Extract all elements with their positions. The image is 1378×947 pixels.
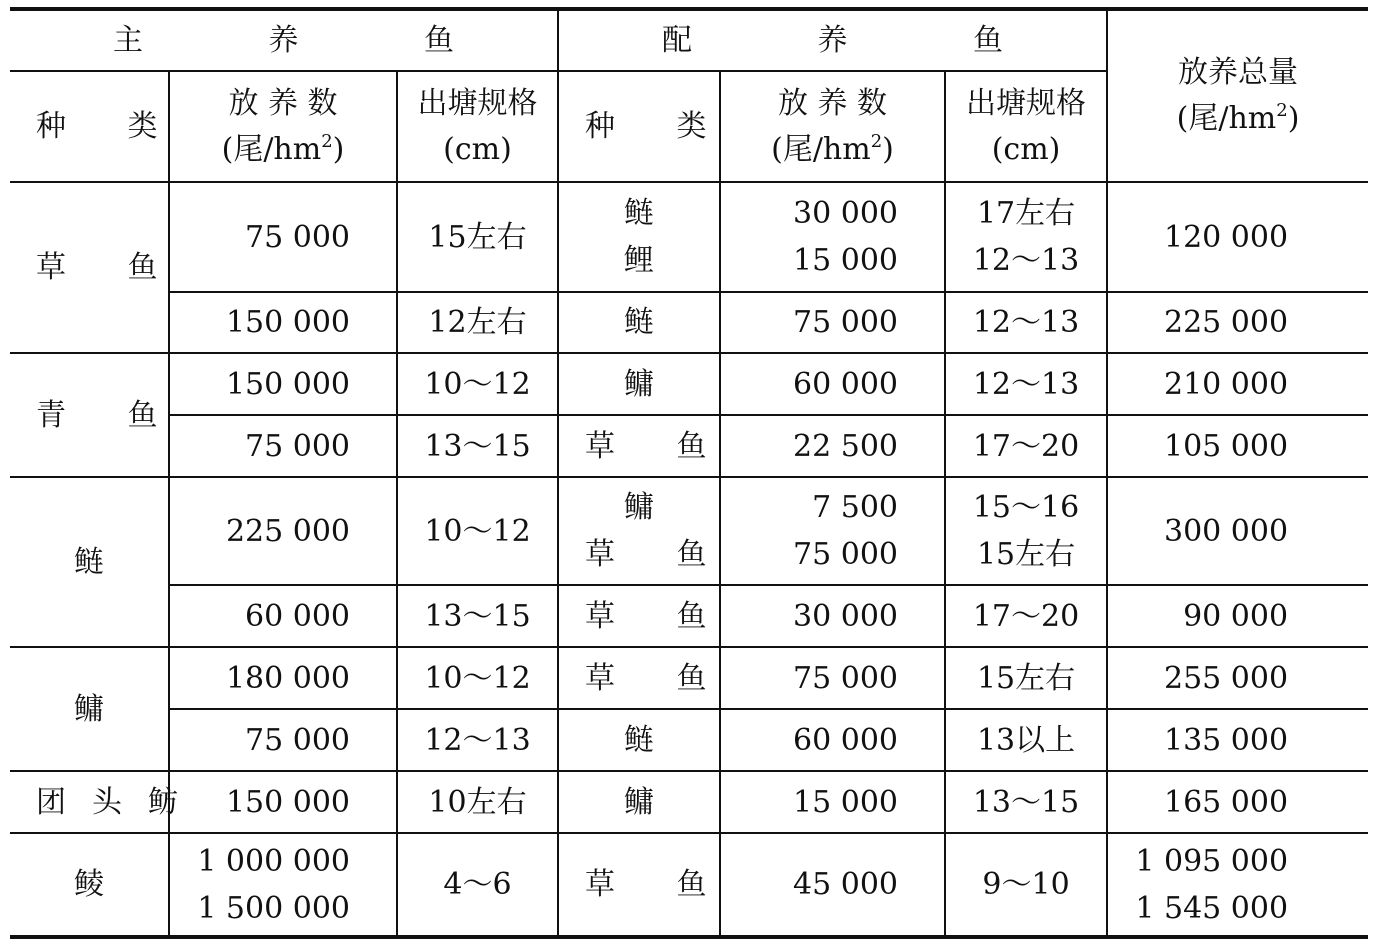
secondary-count-cell-value: 30 000 — [793, 196, 899, 231]
secondary-size-cell-value: 13以上 — [976, 722, 1076, 758]
table-row — [10, 647, 1368, 709]
main-size-cell-value: 12左右 — [428, 305, 527, 340]
main-count-cell — [169, 709, 397, 771]
total-cell — [1107, 709, 1368, 771]
secondary-species-cell-value: 草 鱼 — [585, 537, 733, 572]
secondary-size-cell — [945, 292, 1107, 353]
secondary-count-cell-value: 22 500 — [793, 428, 899, 464]
table-row — [10, 771, 1368, 833]
secondary-size-cell — [945, 833, 1107, 937]
main-size-cell-value: 15左右 — [428, 219, 527, 255]
main-count-cell-value: 150 000 — [225, 366, 350, 402]
total-cell — [1107, 182, 1368, 292]
total-cell-value: 1 095 000 — [1135, 843, 1289, 879]
main-count-cell-value: 180 000 — [225, 660, 350, 696]
main-size-cell-value: 10～12 — [424, 513, 531, 549]
main-count-unit: (尾$/hm^2$) — [221, 130, 345, 167]
secondary-species-cell-value: 草 鱼 — [585, 598, 733, 634]
main-species-cell — [10, 182, 184, 353]
table-row — [10, 477, 1368, 585]
main-species-cell-value: 鲢 — [74, 544, 130, 580]
secondary-species-header: 种 类 — [558, 71, 720, 182]
secondary-count-cell — [720, 833, 945, 937]
secondary-size-header — [945, 71, 1107, 182]
main-species-cell-value: 草 鱼 — [36, 250, 184, 285]
secondary-size-cell-value: 9～10 — [982, 867, 1070, 902]
secondary-size-cell-value: 17～20 — [972, 598, 1080, 634]
total-stocking-label: 放养总量 — [1178, 55, 1299, 90]
secondary-count-cell-value: 60 000 — [793, 722, 899, 758]
total-cell — [1107, 585, 1368, 647]
secondary-size-cell — [945, 182, 1107, 292]
secondary-count-cell-value: 75 000 — [793, 537, 899, 572]
secondary-count-cell — [720, 771, 945, 833]
secondary-size-cell-value: 15左右 — [976, 537, 1076, 572]
secondary-size-cell-value: 15左右 — [976, 660, 1076, 696]
secondary-count-cell — [720, 709, 945, 771]
secondary-count-cell — [720, 182, 945, 292]
secondary-count-cell — [720, 292, 945, 353]
secondary-count-cell-value: 30 000 — [793, 598, 899, 634]
secondary-size-unit: (cm) — [991, 131, 1061, 167]
secondary-species-cell-value: 草 鱼 — [585, 428, 733, 464]
secondary-species-cell-value: 鲤 — [624, 243, 681, 278]
secondary-size-cell-value: 17～20 — [972, 428, 1080, 464]
secondary-count-cell-value: 15 000 — [793, 784, 899, 820]
main-size-cell — [397, 647, 558, 709]
main-species-cell — [10, 477, 169, 647]
main-count-header — [169, 71, 397, 182]
secondary-species-cell — [558, 415, 733, 477]
secondary-species-cell — [558, 353, 720, 415]
main-species-cell-value: 鲮 — [74, 867, 130, 902]
secondary-species-cell-value: 鲢 — [624, 196, 681, 231]
main-species-cell — [10, 771, 204, 833]
secondary-species-cell-value: 鳙 — [624, 784, 681, 820]
main-count-cell — [169, 182, 397, 292]
secondary-species-cell — [558, 182, 720, 292]
secondary-count-cell-value: 60 000 — [793, 366, 899, 402]
total-cell — [1107, 415, 1368, 477]
main-size-cell — [397, 585, 558, 647]
total-cell-value: 120 000 — [1163, 219, 1289, 255]
main-size-cell — [397, 182, 558, 292]
secondary-species-cell — [558, 477, 733, 585]
secondary-count-cell-value: 75 000 — [793, 660, 899, 696]
stocking-table — [10, 7, 1368, 939]
total-cell — [1107, 353, 1368, 415]
secondary-count-cell-value: 45 000 — [793, 867, 899, 902]
table-row — [10, 709, 1368, 771]
table-row — [10, 585, 1368, 647]
secondary-species-cell — [558, 585, 733, 647]
main-count-cell-value: 150 000 — [225, 784, 350, 820]
total-stocking-header — [1107, 9, 1368, 182]
total-cell-value: 1 545 000 — [1135, 890, 1289, 926]
main-size-label: 出塘规格 — [417, 85, 538, 121]
secondary-size-cell — [945, 477, 1107, 585]
main-species-cell — [10, 353, 184, 477]
main-count-cell — [169, 415, 397, 477]
secondary-species-cell — [558, 771, 720, 833]
main-size-cell-value: 10～12 — [424, 660, 531, 696]
total-cell-value: 300 000 — [1163, 513, 1289, 549]
secondary-size-cell — [945, 353, 1107, 415]
total-stocking-unit: (尾$/hm^2$) — [1176, 100, 1300, 136]
total-cell-value: 105 000 — [1163, 428, 1289, 464]
secondary-count-cell — [720, 353, 945, 415]
secondary-species-cell-value: 草 鱼 — [585, 660, 733, 696]
secondary-count-cell-value: 75 000 — [793, 305, 899, 340]
secondary-size-label: 出塘规格 — [966, 85, 1087, 121]
secondary-count-cell — [720, 585, 945, 647]
main-count-cell-value: 1 500 000 — [197, 890, 350, 926]
main-count-cell — [169, 833, 397, 937]
secondary-species-cell — [558, 292, 720, 353]
main-size-cell-value: 10左右 — [428, 784, 527, 820]
header-row-groups — [10, 9, 1368, 71]
main-count-cell — [169, 647, 397, 709]
main-fish-group-header: 主 养 鱼 — [10, 9, 558, 71]
main-count-cell-value: 75 000 — [245, 219, 350, 255]
main-size-cell — [397, 771, 558, 833]
secondary-size-cell-value: 13～15 — [972, 784, 1080, 820]
secondary-size-cell — [945, 415, 1107, 477]
secondary-size-cell-value: 17左右 — [976, 196, 1076, 231]
main-size-cell — [397, 709, 558, 771]
main-count-label: 放 养 数 — [228, 85, 338, 121]
table-row — [10, 353, 1368, 415]
table-row — [10, 415, 1368, 477]
main-species-cell-value: 团头鲂 — [36, 784, 204, 820]
secondary-species-cell-value: 鲢 — [624, 305, 681, 340]
secondary-size-cell-value: 12～13 — [972, 366, 1080, 402]
secondary-size-cell — [945, 585, 1107, 647]
main-size-cell-value: 4～6 — [443, 867, 512, 902]
secondary-species-cell-value: 鳙 — [624, 366, 681, 402]
main-size-cell — [397, 477, 558, 585]
secondary-count-cell — [720, 477, 945, 585]
main-count-cell — [169, 585, 397, 647]
main-count-cell — [169, 292, 397, 353]
main-count-cell-value: 60 000 — [245, 598, 350, 634]
main-size-cell — [397, 292, 558, 353]
main-species-cell-value: 青 鱼 — [36, 397, 184, 433]
secondary-species-cell — [558, 647, 733, 709]
total-cell-value: 210 000 — [1163, 366, 1289, 402]
main-count-cell-value: 75 000 — [245, 428, 350, 464]
total-cell-value: 135 000 — [1163, 722, 1289, 758]
secondary-count-header — [720, 71, 945, 182]
secondary-size-cell-value: 12～13 — [972, 243, 1080, 278]
main-count-cell — [169, 477, 397, 585]
main-size-cell — [397, 353, 558, 415]
main-size-cell-value: 13～15 — [424, 598, 531, 634]
main-size-cell-value: 10～12 — [424, 366, 531, 402]
secondary-size-cell — [945, 647, 1107, 709]
table-body — [10, 182, 1368, 937]
secondary-fish-group-header: 配 养 鱼 — [558, 9, 1107, 71]
secondary-species-cell-value: 鳙 — [624, 490, 681, 525]
total-cell — [1107, 771, 1368, 833]
total-cell-value: 225 000 — [1163, 305, 1289, 340]
secondary-count-cell-value: 7 500 — [812, 490, 899, 525]
secondary-species-cell-value: 草 鱼 — [585, 867, 733, 902]
total-cell-value: 90 000 — [1183, 598, 1289, 634]
main-size-cell-value: 12～13 — [424, 722, 531, 758]
main-species-cell — [10, 833, 169, 937]
total-cell-value: 255 000 — [1163, 660, 1289, 696]
secondary-size-cell — [945, 771, 1107, 833]
secondary-species-cell — [558, 709, 720, 771]
main-size-cell-value: 13～15 — [424, 428, 531, 464]
secondary-species-cell-value: 鲢 — [624, 722, 681, 758]
total-cell-value: 165 000 — [1163, 784, 1289, 820]
total-cell — [1107, 477, 1368, 585]
main-species-cell-value: 鳙 — [74, 691, 130, 727]
secondary-count-cell — [720, 415, 945, 477]
table-row — [10, 182, 1368, 292]
total-cell — [1107, 833, 1368, 937]
secondary-species-cell — [558, 833, 733, 937]
secondary-count-cell-value: 15 000 — [793, 243, 899, 278]
total-cell — [1107, 292, 1368, 353]
secondary-count-cell — [720, 647, 945, 709]
main-size-cell — [397, 415, 558, 477]
secondary-size-cell-value: 12～13 — [972, 305, 1080, 340]
main-size-cell — [397, 833, 558, 937]
main-count-cell-value: 75 000 — [245, 722, 350, 758]
secondary-count-unit: (尾$/hm^2$) — [771, 130, 894, 167]
main-count-cell — [169, 353, 397, 415]
main-count-cell-value: 1 000 000 — [197, 843, 350, 879]
total-cell — [1107, 647, 1368, 709]
secondary-size-cell — [945, 709, 1107, 771]
main-species-header: 种 类 — [10, 71, 169, 182]
main-size-unit: (cm) — [443, 131, 512, 167]
table-row — [10, 833, 1368, 937]
table-row — [10, 292, 1368, 353]
secondary-count-label: 放 养 数 — [777, 85, 888, 121]
secondary-size-cell-value: 15～16 — [972, 490, 1080, 525]
main-size-header — [397, 71, 558, 182]
main-count-cell-value: 225 000 — [225, 513, 350, 549]
main-species-cell — [10, 647, 169, 771]
main-count-cell-value: 150 000 — [225, 305, 350, 340]
